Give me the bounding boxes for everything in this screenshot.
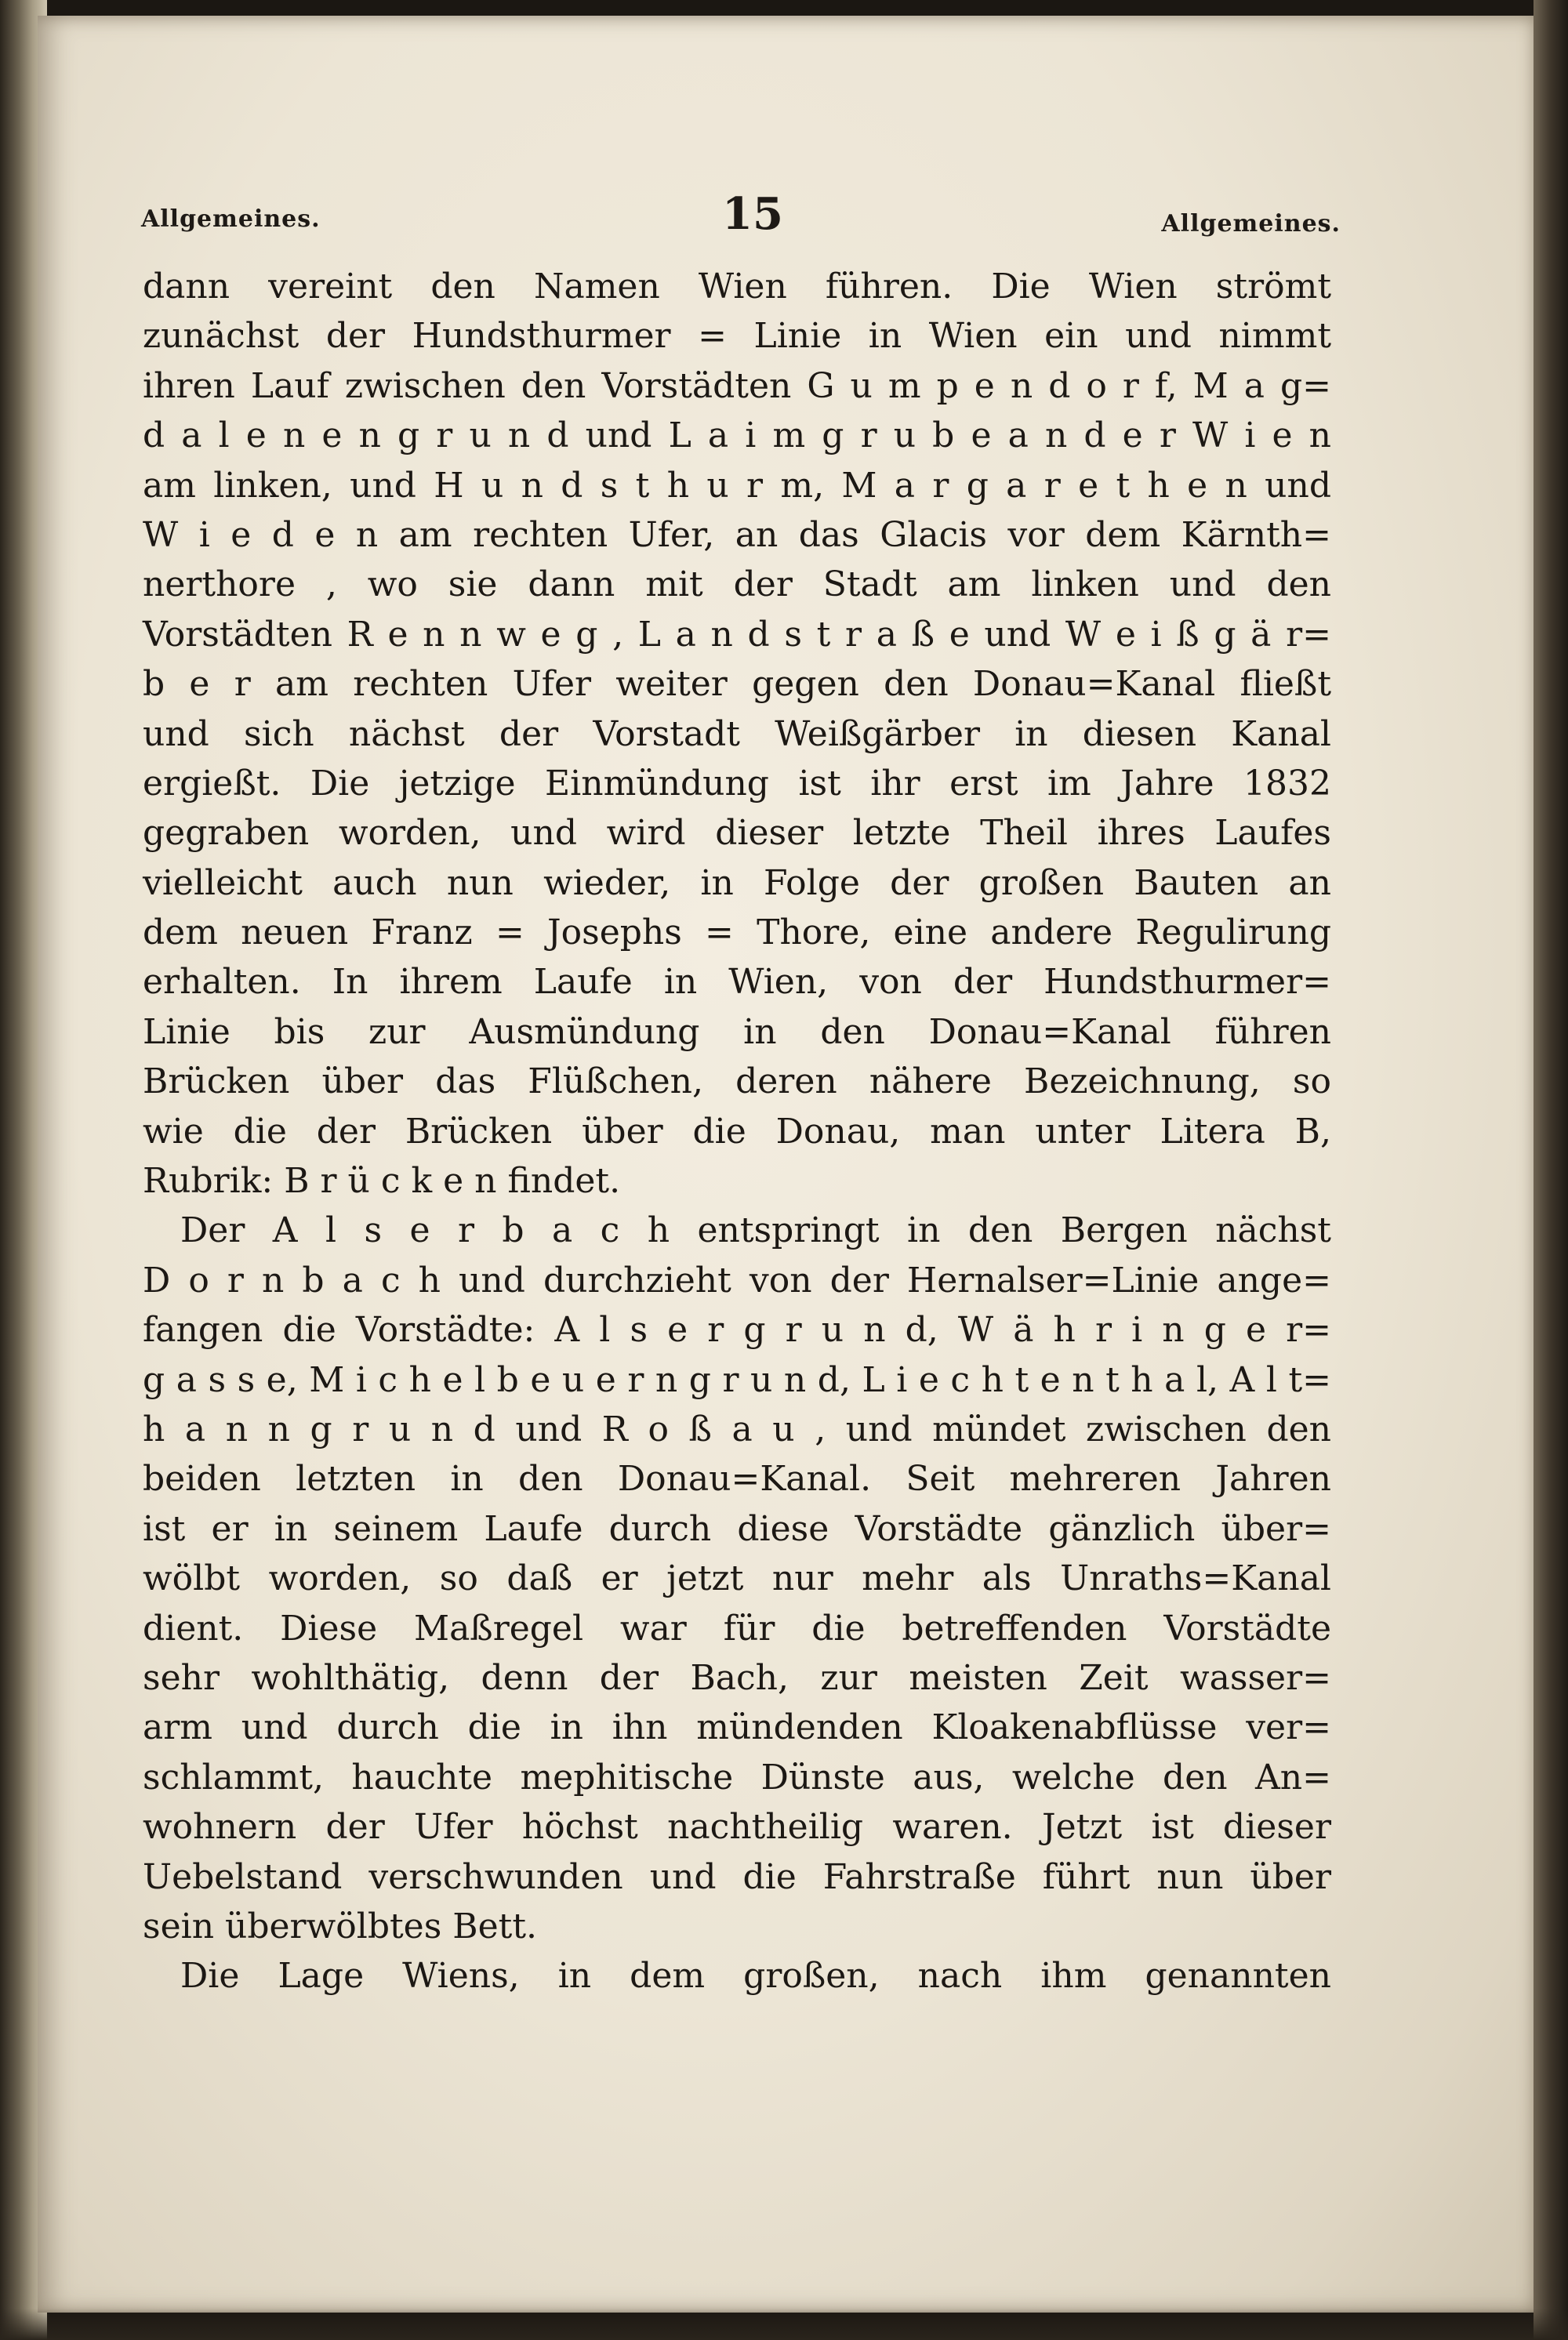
text-line: Linie bis zur Ausmündung in den Donau=Kanal führen xyxy=(143,1011,1331,1052)
text-line: fangen die Vorstädte: A l s e r g r u n d, W ä h r i n g e r= xyxy=(143,1310,1331,1351)
text-line: Rubrik: B r ü c k e n findet. xyxy=(143,1161,621,1202)
text-line: Der A l s e r b a c h entspringt in den Bergen nächst xyxy=(180,1210,1331,1251)
text-line: arm und durch die in ihn mündenden Kloakenabflüsse ver= xyxy=(143,1707,1331,1748)
text-line: Uebelstand verschwunden und die Fahrstraße führt nun über xyxy=(143,1856,1331,1897)
text-line: und sich nächst der Vorstadt Weißgärber in diesen Kanal xyxy=(143,713,1331,754)
text-line: b e r am rechten Ufer weiter gegen den Donau=Kanal fließt xyxy=(143,664,1331,705)
text-line: am linken, und H u n d s t h u r m, M a r g a r e t h e n und xyxy=(143,465,1331,506)
book-cover-edge xyxy=(1534,0,1568,2340)
page-number: 15 xyxy=(722,188,783,240)
text-line: ergießt. Die jetzige Einmündung ist ihr erst im Jahre 1832 xyxy=(143,763,1331,804)
text-line: ihren Lauf zwischen den Vorstädten G u m p e n d o r f, M a g= xyxy=(143,365,1331,406)
body-text xyxy=(143,262,1331,2001)
text-line: W i e d e n am rechten Ufer, an das Glacis vor dem Kärnth= xyxy=(143,514,1331,555)
text-line: dem neuen Franz = Josephs = Thore, eine andere Regulirung xyxy=(143,912,1331,953)
text-line: ist er in seinem Laufe durch diese Vorstädte gänzlich über= xyxy=(143,1508,1331,1549)
text-line: Die Lage Wiens, in dem großen, nach ihm genannten xyxy=(180,1956,1331,1997)
text-line: Brücken über das Flüßchen, deren nähere Bezeichnung, so xyxy=(143,1061,1331,1102)
text-line: sein überwölbtes Bett. xyxy=(143,1906,537,1946)
text-line: g a s s e, M i c h e l b e u e r n g r u n d, L i e c h t e n t h a l, A l t= xyxy=(143,1359,1331,1400)
text-line: wölbt worden, so daß er jetzt nur mehr als Unraths=Kanal xyxy=(143,1558,1331,1599)
running-head-right: Allgemeines. xyxy=(1161,210,1341,238)
text-line: schlammt, hauchte mephitische Dünste aus, welche den An= xyxy=(143,1757,1331,1798)
text-line: h a n n g r u n d und R o ß a u , und mündet zwischen den xyxy=(143,1409,1331,1449)
text-line: wie die der Brücken über die Donau, man unter Litera B, xyxy=(143,1111,1331,1152)
text-line: wohnern der Ufer höchst nachtheilig waren. Jetzt ist dieser xyxy=(143,1807,1331,1848)
text-line: zunächst der Hundsthurmer = Linie in Wien ein und nimmt xyxy=(143,316,1331,357)
text-line: sehr wohlthätig, denn der Bach, zur meisten Zeit wasser= xyxy=(143,1657,1331,1698)
running-head-left: Allgemeines. xyxy=(141,205,321,233)
text-line: dient. Diese Maßregel war für die betreffenden Vorstädte xyxy=(143,1608,1331,1649)
text-line: beiden letzten in den Donau=Kanal. Seit mehreren Jahren xyxy=(143,1459,1331,1500)
text-line: d a l e n e n g r u n d und L a i m g r u b e a n d e r W i e n xyxy=(143,415,1331,456)
page-bottom-shadow xyxy=(0,2309,1568,2340)
text-line: gegraben worden, und wird dieser letzte Theil ihres Laufes xyxy=(143,813,1331,854)
page-header xyxy=(141,188,1341,251)
text-line: D o r n b a c h und durchzieht von der Hernalser=Linie ange= xyxy=(143,1260,1331,1301)
text-line: vielleicht auch nun wieder, in Folge der großen Bauten an xyxy=(143,862,1331,903)
text-line: Vorstädten R e n n w e g , L a n d s t r a ß e und W e i ß g ä r= xyxy=(143,614,1331,655)
text-line: nerthore , wo sie dann mit der Stadt am linken und den xyxy=(143,564,1331,605)
text-line: dann vereint den Namen Wien führen. Die Wien strömt xyxy=(143,267,1331,307)
text-line: erhalten. In ihrem Laufe in Wien, von der Hundsthurmer= xyxy=(143,962,1331,1003)
